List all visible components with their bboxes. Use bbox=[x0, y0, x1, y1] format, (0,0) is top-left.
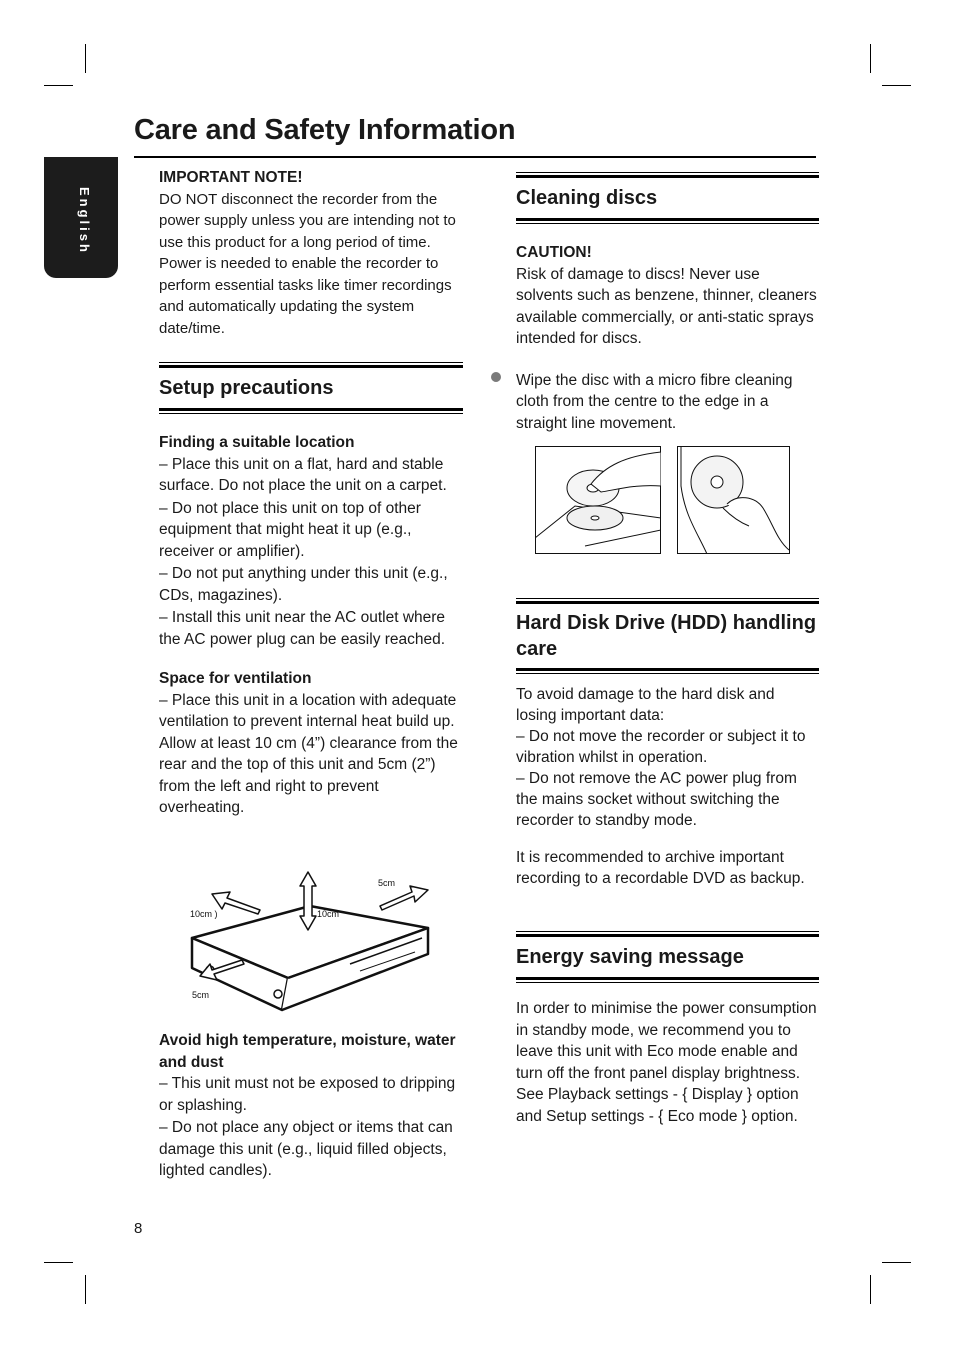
right-rear-arrow bbox=[380, 886, 428, 910]
crop-mark bbox=[882, 1262, 911, 1263]
left-rear-arrow bbox=[212, 892, 260, 914]
location-item: – Install this unit near the AC outlet where the AC power plug can be easily reached. bbox=[159, 609, 446, 648]
important-note-text: DO NOT disconnect the recorder from the power supply unless you are intending not to use this product for a long period of time. Power is needed to enable the recorder to perform essential tasks like timer recordings and automatically updating the system date/time. bbox=[159, 190, 456, 337]
title-rule bbox=[134, 156, 816, 158]
label-5cm-left: 5cm bbox=[192, 990, 210, 1000]
crop-mark bbox=[882, 85, 911, 86]
hdd-section bbox=[516, 598, 819, 889]
crop-mark bbox=[44, 1262, 73, 1263]
label-10cm-left: 10cm ) bbox=[190, 909, 218, 919]
language-tab-label: English bbox=[77, 187, 92, 255]
label-10cm-top: 10cm bbox=[317, 909, 340, 919]
page-number: 8 bbox=[134, 1220, 143, 1237]
crop-mark bbox=[85, 44, 86, 73]
section-title: Energy saving message bbox=[516, 946, 744, 968]
ventilation-heading: Space for ventilation bbox=[159, 670, 312, 687]
up-down-arrow bbox=[300, 872, 316, 930]
avoid-item: – Do not place any object or items that can damage this unit (e.g., liquid filled objects, lighted candles). bbox=[159, 1119, 453, 1179]
disc-cleaning-illustration-1 bbox=[535, 446, 661, 554]
ventilation-text: – Place this unit in a location with adequate ventilation to prevent internal heat build up. Allow at least 10 cm (4”) clearance from the rear and the top of this unit and 5cm (2”) from the left and right to prevent overheating. bbox=[159, 691, 458, 816]
crop-mark bbox=[85, 1275, 86, 1304]
energy-header bbox=[516, 931, 819, 983]
section-title: Setup precautions bbox=[159, 377, 334, 399]
hdd-intro: To avoid damage to the hard disk and losing important data: bbox=[516, 686, 775, 724]
avoid-section bbox=[159, 1030, 463, 1182]
energy-text: In order to minimise the power consumption in standby mode, we recommend you to leave this unit with Eco mode enable and turn off the front panel display brightness. See Playback settings - { Display } option and Setup settings - { Eco mode } option. bbox=[516, 1000, 817, 1125]
crop-mark bbox=[870, 44, 871, 73]
hdd-header bbox=[516, 598, 819, 674]
hdd-archive: It is recommended to archive important recording to a recordable DVD as backup. bbox=[516, 849, 805, 887]
avoid-heading: Avoid high temperature, moisture, water and dust bbox=[159, 1032, 456, 1071]
ventilation-diagram bbox=[160, 868, 460, 1018]
right-column bbox=[516, 172, 819, 434]
section-title: Cleaning discs bbox=[516, 187, 658, 209]
important-note-heading: IMPORTANT NOTE! bbox=[159, 169, 303, 186]
caution-heading: CAUTION! bbox=[516, 244, 592, 261]
wipe-text: Wipe the disc with a micro fibre cleaning cloth from the centre to the edge in a straight line movement. bbox=[516, 371, 793, 432]
location-heading: Finding a suitable location bbox=[159, 434, 355, 451]
label-5cm-right: 5cm bbox=[378, 878, 396, 888]
caution-text: Risk of damage to discs! Never use solvents such as benzene, thinner, cleaners available commercially, or anti-static sprays intended for discs. bbox=[516, 265, 817, 347]
bullet-dot bbox=[491, 372, 501, 382]
cleaning-discs-header bbox=[516, 172, 819, 224]
location-item: – Do not put anything under this unit (e.g., CDs, magazines). bbox=[159, 565, 448, 604]
avoid-item: – This unit must not be exposed to dripping or splashing. bbox=[159, 1075, 456, 1114]
left-column bbox=[159, 167, 463, 819]
hdd-item: – Do not remove the AC power plug from the mains socket without switching the recorder to standby mode. bbox=[516, 770, 797, 829]
energy-section bbox=[516, 931, 819, 1127]
location-item: – Do not place this unit on top of other equipment that might heat it up (e.g., receiver or amplifier). bbox=[159, 499, 421, 560]
crop-mark bbox=[870, 1275, 871, 1304]
section-title: Hard Disk Drive (HDD) handling care bbox=[516, 612, 817, 660]
location-item: – Place this unit on a flat, hard and stable surface. Do not place the unit on a carpet. bbox=[159, 455, 447, 494]
disc-cleaning-illustration-2 bbox=[677, 446, 790, 554]
hdd-item: – Do not move the recorder or subject it to vibration whilst in operation. bbox=[516, 728, 806, 766]
crop-mark bbox=[44, 85, 73, 86]
page-title: Care and Safety Information bbox=[134, 114, 516, 146]
setup-precautions-header bbox=[159, 362, 463, 414]
